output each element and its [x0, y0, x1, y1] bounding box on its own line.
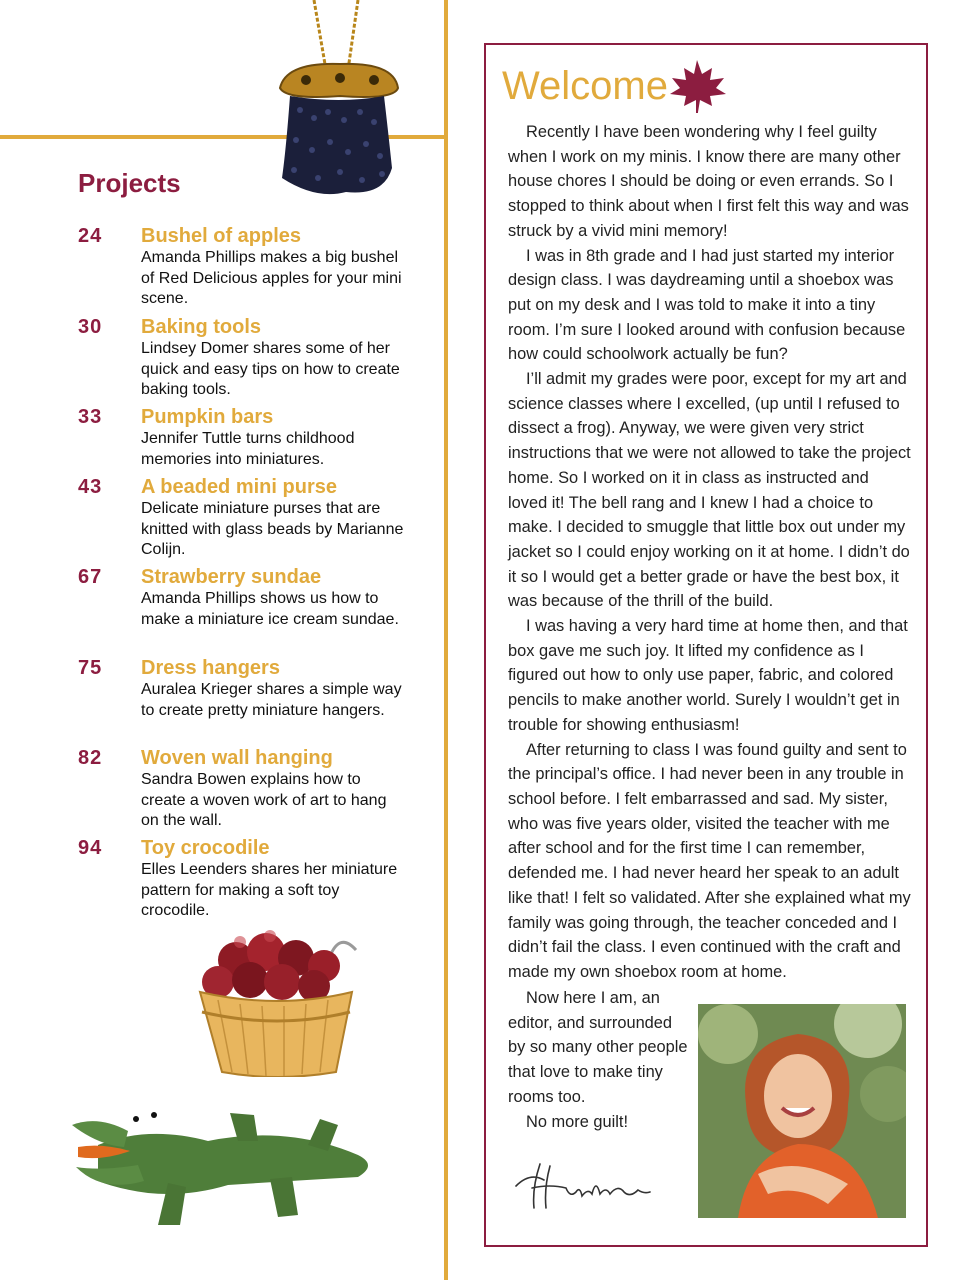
project-page-number: 82 — [78, 747, 103, 769]
project-description: Auralea Krieger shares a simple way to create pretty miniature hangers. — [141, 681, 402, 719]
project-item[interactable] — [78, 224, 408, 315]
project-item[interactable] — [78, 746, 408, 836]
maple-leaf-icon — [666, 56, 728, 114]
letter-paragraph: I’ll admit my grades were poor, except for my art and science classes where I excelled, (up until I refused to dissect a frog). Anyway, we were given very strict instructions that we were not allowed to take the project home. So I worked on it in class as instructed and loved it! The bell rang and I knew I had a choice to make. I decided to smuggle that little box out under my jacket so I could enjoy working on it at home. I didn’t do it so I would get a better grade or have the best box, it was because of the thrill of the build. — [508, 370, 911, 611]
letter-paragraph: I was in 8th grade and I had just started my interior design class. I was daydreaming until a shoebox was put on my desk and I was told to make it into a tiny room. I’m sure I looked around with confusion because how could schoolwork actually be fun? — [508, 246, 906, 364]
project-page-number: 30 — [78, 316, 103, 338]
gold-vertical-rule — [444, 0, 448, 1280]
project-description: Amanda Phillips makes a big bushel of Red Delicious apples for your mini scene. — [141, 249, 402, 307]
project-item[interactable] — [78, 475, 408, 565]
project-page-number: 94 — [78, 837, 103, 859]
editor-photo — [698, 1004, 906, 1218]
letter-paragraph: No more guilt! — [526, 1112, 629, 1131]
project-description: Delicate miniature purses that are knitted with glass beads by Marianne Colijn. — [141, 500, 404, 558]
letter-paragraph: After returning to class I was found guilty and sent to the principal’s office. I had never been in any trouble in school before. I felt embarrassed and sad. My sister, who was five years older, visited the teacher with me after school and for the first time I can remember, defended me. I had never heard her speak to an adult like that! I felt so validated. After she explained what my family was going through, the teacher conceded and I didn’t fail the class. I even continued with the craft and made my own shoebox room at home. — [508, 740, 911, 981]
letter-closing — [508, 986, 688, 1134]
project-description: Jennifer Tuttle turns childhood memories into miniatures. — [141, 430, 355, 468]
project-title: Bushel of apples — [141, 225, 302, 247]
editor-letter — [508, 120, 912, 985]
project-title: Baking tools — [141, 316, 262, 338]
project-page-number: 67 — [78, 566, 103, 588]
project-item[interactable] — [78, 405, 408, 475]
project-page-number: 43 — [78, 476, 103, 498]
welcome-heading: Welcome — [502, 64, 668, 108]
project-page-number: 24 — [78, 225, 103, 247]
project-item[interactable] — [78, 656, 408, 746]
projects-heading: Projects — [78, 168, 181, 198]
project-item[interactable] — [78, 315, 408, 405]
project-item[interactable] — [78, 565, 408, 656]
project-title: Pumpkin bars — [141, 406, 274, 428]
project-page-number: 75 — [78, 657, 103, 679]
project-item[interactable] — [78, 836, 408, 926]
toy-crocodile-image — [58, 1085, 388, 1250]
project-page-number: 33 — [78, 406, 103, 428]
project-title: Woven wall hanging — [141, 747, 333, 769]
bushel-of-apples-image — [178, 922, 378, 1077]
projects-list — [78, 224, 408, 926]
letter-paragraph: Now here I am, an editor, and surrounded by so many other people that love to make tiny rooms too. — [508, 989, 688, 1106]
project-title: A beaded mini purse — [141, 476, 337, 498]
project-description: Lindsey Domer shares some of her quick and easy tips on how to create baking tools. — [141, 340, 400, 398]
project-description: Amanda Phillips shows us how to make a miniature ice cream sundae. — [141, 590, 399, 628]
project-title: Toy crocodile — [141, 837, 270, 859]
project-title: Strawberry sundae — [141, 566, 322, 588]
beaded-purse-image — [266, 0, 416, 200]
letter-paragraph: Recently I have been wondering why I feel guilty when I work on my minis. I know there are many other house chores I should be doing or even errands. So I stopped to think about when I first felt this way and was struck by a vivid mini memory! — [508, 123, 909, 240]
letter-paragraph: I was having a very hard time at home then, and that box gave me such joy. It lifted my confidence as I figured out how to only use paper, fabric, and colored pencils to make another world. Surely I wouldn’t get in trouble for showing enthusiasm! — [508, 617, 908, 734]
project-description: Sandra Bowen explains how to create a woven work of art to hang on the wall. — [141, 771, 387, 829]
editor-signature — [510, 1158, 660, 1213]
project-description: Elles Leenders shares her miniature pattern for making a soft toy crocodile. — [141, 861, 398, 919]
project-title: Dress hangers — [141, 657, 280, 679]
